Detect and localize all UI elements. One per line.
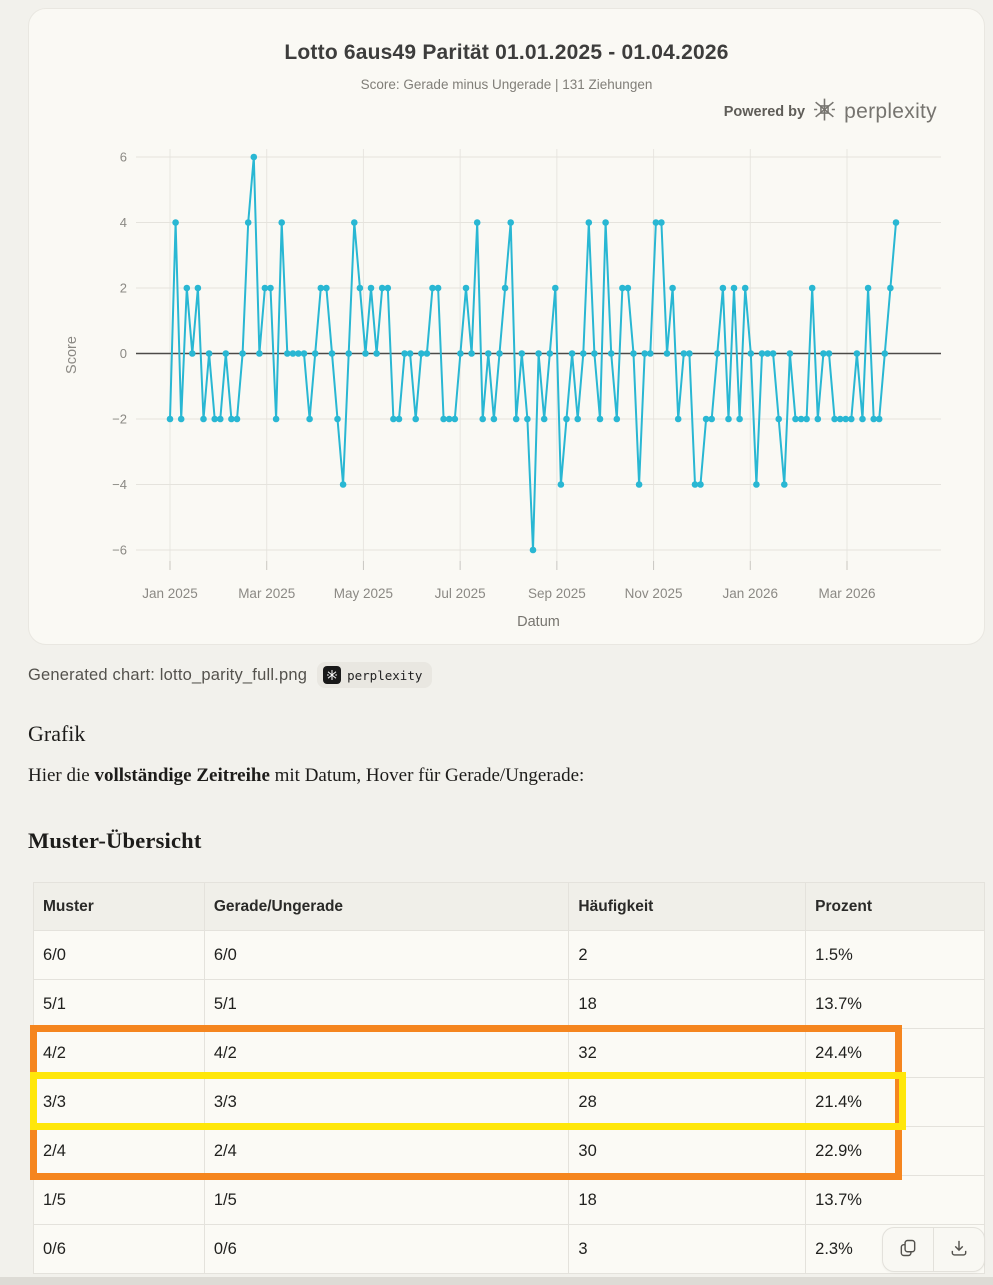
table-cell: 32 bbox=[569, 1029, 806, 1078]
chart-card bbox=[28, 8, 985, 645]
caption-row bbox=[28, 662, 432, 688]
table-cell: 0/6 bbox=[34, 1225, 205, 1274]
powered-by bbox=[724, 97, 937, 127]
table-cell: 2/4 bbox=[204, 1127, 569, 1176]
svg-text:−4: −4 bbox=[112, 477, 127, 492]
muster-table bbox=[33, 882, 985, 1274]
table-cell: 3/3 bbox=[204, 1078, 569, 1127]
table-header-cell: Häufigkeit bbox=[569, 883, 806, 931]
table-row bbox=[34, 1225, 985, 1274]
caption-text: Generated chart: lotto_parity_full.png bbox=[28, 665, 308, 684]
table-row bbox=[34, 1127, 985, 1176]
table-row bbox=[34, 980, 985, 1029]
paragraph-text-suffix: mit Datum, Hover für Gerade/Ungerade: bbox=[269, 765, 585, 786]
svg-text:Nov 2025: Nov 2025 bbox=[624, 586, 683, 601]
table-cell: 21.4% bbox=[806, 1078, 985, 1127]
table-cell: 6/0 bbox=[34, 931, 205, 980]
table-cell: 22.9% bbox=[806, 1127, 985, 1176]
table-header-cell: Gerade/Ungerade bbox=[204, 883, 569, 931]
table-cell: 18 bbox=[569, 1176, 806, 1225]
perplexity-badge-icon bbox=[323, 666, 341, 684]
table-cell: 30 bbox=[569, 1127, 806, 1176]
perplexity-badge[interactable] bbox=[317, 662, 432, 688]
chart-subtitle: Score: Gerade minus Ungerade | 131 Ziehungen bbox=[360, 77, 653, 92]
table-cell: 1/5 bbox=[204, 1176, 569, 1225]
table-row bbox=[34, 1176, 985, 1225]
download-icon bbox=[949, 1238, 969, 1261]
svg-text:Mar 2025: Mar 2025 bbox=[238, 586, 296, 601]
table-cell: 2.3% bbox=[806, 1225, 985, 1274]
table-cell: 5/1 bbox=[204, 980, 569, 1029]
table-cell: 13.7% bbox=[806, 980, 985, 1029]
table-cell: 0/6 bbox=[204, 1225, 569, 1274]
table-row bbox=[34, 1078, 985, 1127]
svg-text:0: 0 bbox=[119, 346, 127, 361]
table-cell: 4/2 bbox=[204, 1029, 569, 1078]
svg-text:Jan 2025: Jan 2025 bbox=[142, 586, 198, 601]
table-row bbox=[34, 1029, 985, 1078]
svg-text:May 2025: May 2025 bbox=[333, 586, 394, 601]
table-header-cell: Muster bbox=[34, 883, 205, 931]
svg-text:Jan 2026: Jan 2026 bbox=[722, 586, 779, 601]
copy-icon bbox=[898, 1238, 918, 1261]
table-cell: 24.4% bbox=[806, 1029, 985, 1078]
svg-text:−6: −6 bbox=[112, 542, 127, 558]
muster-heading: Muster-Übersicht bbox=[28, 828, 202, 853]
table-cell: 6/0 bbox=[204, 931, 569, 980]
copy-button[interactable] bbox=[883, 1228, 933, 1271]
svg-text:Datum: Datum bbox=[517, 614, 560, 630]
table-cell: 13.7% bbox=[806, 1176, 985, 1225]
table-cell: 5/1 bbox=[34, 980, 205, 1029]
table-cell: 1.5% bbox=[806, 931, 985, 980]
svg-text:Score: Score bbox=[64, 336, 80, 374]
paragraph-text-prefix: Hier die bbox=[28, 765, 95, 786]
table-cell: 3/3 bbox=[34, 1078, 205, 1127]
grafik-heading: Grafik bbox=[28, 721, 86, 746]
table-header-row bbox=[34, 883, 985, 931]
svg-text:6: 6 bbox=[119, 149, 127, 165]
svg-text:−2: −2 bbox=[112, 411, 127, 427]
chart-title: Lotto 6aus49 Parität 01.01.2025 - 01.04.2026 bbox=[284, 41, 729, 64]
perplexity-logo-icon bbox=[812, 97, 837, 127]
table-cell: 4/2 bbox=[34, 1029, 205, 1078]
intro-paragraph bbox=[28, 765, 584, 787]
table-cell: 2/4 bbox=[34, 1127, 205, 1176]
table-row bbox=[34, 931, 985, 980]
svg-text:Jul 2025: Jul 2025 bbox=[434, 586, 486, 601]
table-cell: 28 bbox=[569, 1078, 806, 1127]
powered-by-label: Powered by bbox=[723, 104, 806, 120]
paragraph-text-bold: vollständige Zeitreihe bbox=[94, 765, 270, 786]
perplexity-wordmark: perplexity bbox=[844, 100, 937, 123]
bottom-strip bbox=[0, 1277, 993, 1285]
download-button[interactable] bbox=[934, 1228, 984, 1271]
table-cell: 18 bbox=[569, 980, 806, 1029]
table-cell: 1/5 bbox=[34, 1176, 205, 1225]
svg-text:Sep 2025: Sep 2025 bbox=[527, 586, 586, 601]
svg-text:Mar 2026: Mar 2026 bbox=[818, 586, 876, 601]
svg-text:4: 4 bbox=[119, 215, 127, 230]
table-toolbar bbox=[882, 1227, 985, 1272]
svg-text:2: 2 bbox=[119, 280, 127, 296]
perplexity-badge-label: perplexity bbox=[347, 667, 423, 683]
table-cell: 3 bbox=[569, 1225, 806, 1274]
table-cell: 2 bbox=[569, 931, 806, 980]
table-header-cell: Prozent bbox=[806, 883, 985, 931]
